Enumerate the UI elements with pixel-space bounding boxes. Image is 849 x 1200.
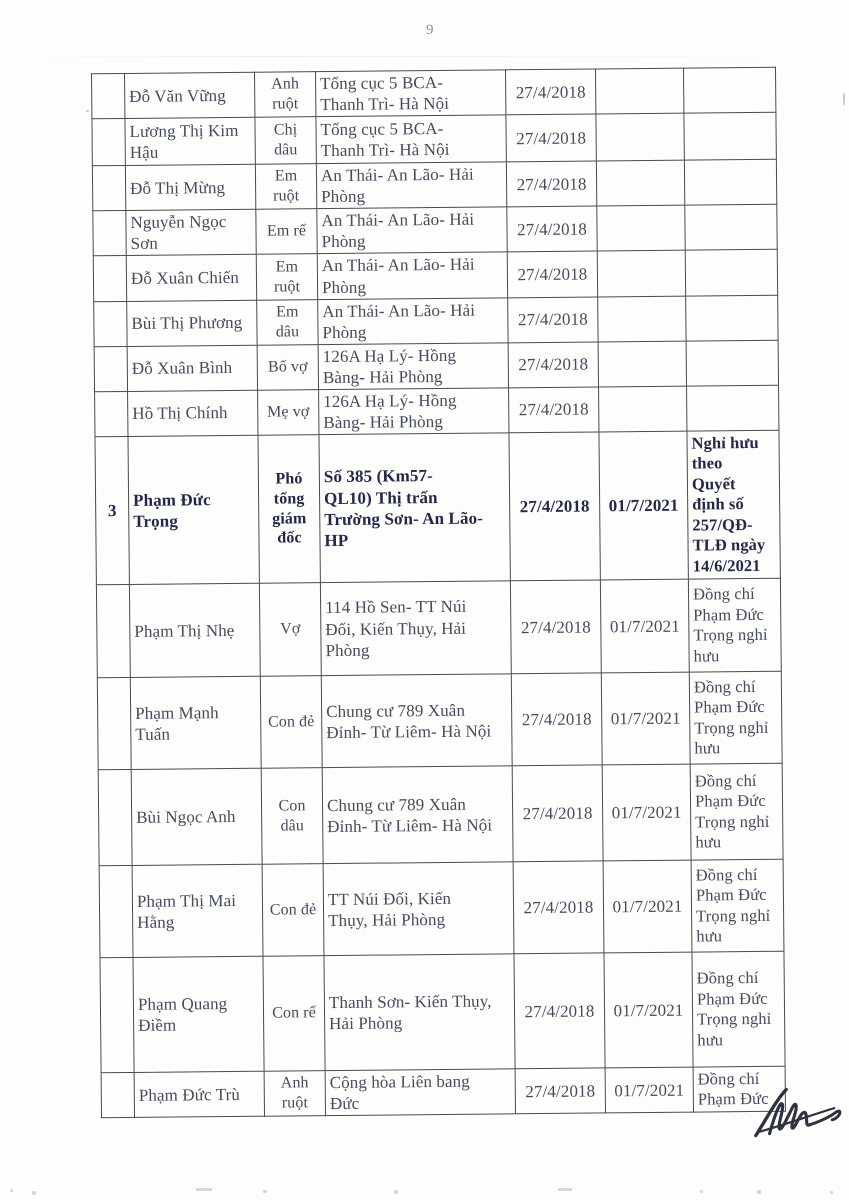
cell-date-retired: 01/7/2021 xyxy=(601,672,690,765)
cell-name: Bùi Thị Phương xyxy=(127,300,257,346)
cell-name: Đỗ Văn Vững xyxy=(125,72,255,118)
cell-relation: Chị dâu xyxy=(255,117,316,165)
cell-relation: Em ruột xyxy=(255,164,316,210)
cell-note xyxy=(684,112,776,160)
cell-stt xyxy=(94,301,127,346)
table-row xyxy=(92,67,776,119)
table-row xyxy=(95,430,780,585)
cell-date-retired xyxy=(596,160,684,206)
cell-relation: Con đẻ xyxy=(262,864,324,957)
cell-date-retired: 01/7/2021 xyxy=(599,431,688,580)
cell-date-retired xyxy=(599,386,687,432)
table-row xyxy=(100,951,785,1073)
cell-date-admitted: 27/4/2018 xyxy=(509,432,600,581)
cell-relation: Con đẻ xyxy=(260,676,322,769)
cell-date-retired: 01/7/2021 xyxy=(604,952,693,1068)
cell-date-admitted: 27/4/2018 xyxy=(508,342,598,388)
cell-relation: Mẹ vợ xyxy=(258,390,319,436)
cell-note xyxy=(686,295,778,341)
table-row xyxy=(92,159,776,211)
cell-note xyxy=(685,205,777,251)
cell-address: Số 385 (Km57- QL10) Thị trấn Trường Sơn- An Lão- HP xyxy=(319,433,510,583)
cell-name: Bùi Ngọc Anh xyxy=(131,768,262,865)
cell-note: Đồng chí Phạm Đức Trọng nghỉ hưu xyxy=(692,951,785,1067)
bleed-through-marks xyxy=(0,1184,849,1196)
table-row xyxy=(93,205,777,257)
cell-relation: Con rể xyxy=(263,956,325,1072)
cell-date-retired xyxy=(598,296,686,342)
cell-address: An Thái- An Lão- Hải Phòng xyxy=(318,297,508,344)
cell-stt xyxy=(100,958,134,1073)
cell-date-admitted: 27/4/2018 xyxy=(506,114,596,162)
cell-date-retired xyxy=(597,251,685,297)
cell-stt xyxy=(92,119,125,166)
cell-date-admitted: 27/4/2018 xyxy=(513,861,604,954)
cell-stt xyxy=(92,166,125,211)
cell-note: Đồng chí Phạm Đức xyxy=(693,1066,785,1112)
cell-name: Phạm Thị Nhẹ xyxy=(129,583,260,677)
cell-address: Thanh Sơn- Kiến Thụy, Hải Phòng xyxy=(324,954,515,1071)
cell-address: TT Núi Đối, Kiến Thụy, Hải Phòng xyxy=(323,862,514,956)
cell-date-admitted: 27/4/2018 xyxy=(507,206,597,252)
cell-note: Đồng chí Phạm Đức Trọng nghỉ hưu xyxy=(688,578,781,672)
cell-address: Tổng cục 5 BCA- Thanh Trì- Hà Nội xyxy=(316,115,506,164)
cell-stt xyxy=(95,391,128,436)
cell-note: Đồng chí Phạm Đức Trọng nghỉ hưu xyxy=(691,859,784,952)
cell-date-retired: 01/7/2021 xyxy=(605,1067,693,1113)
cell-stt: 3 xyxy=(95,437,129,585)
cell-date-admitted: 27/4/2018 xyxy=(508,297,598,343)
table-row xyxy=(92,112,776,166)
cell-name: Phạm Quang Điềm xyxy=(133,956,264,1072)
cell-date-retired xyxy=(595,68,683,114)
cell-date-retired: 01/7/2021 xyxy=(600,579,689,673)
table-row xyxy=(101,1066,785,1118)
scan-speck xyxy=(843,92,845,106)
cell-date-admitted: 27/4/2018 xyxy=(509,387,599,433)
cell-note xyxy=(685,250,777,296)
scan-speck xyxy=(86,110,89,112)
cell-name: Nguyễn Ngọc Sơn xyxy=(126,210,256,256)
cell-date-admitted: 27/4/2018 xyxy=(510,580,601,674)
cell-note xyxy=(683,67,775,113)
table-row xyxy=(94,340,778,392)
cell-date-admitted: 27/4/2018 xyxy=(506,161,596,207)
cell-relation: Em ruột xyxy=(256,254,317,300)
cell-stt xyxy=(99,866,133,958)
table-row xyxy=(93,250,777,302)
cell-stt xyxy=(101,1073,134,1118)
table-row xyxy=(97,671,782,770)
cell-address: 114 Hồ Sen- TT Núi Đối, Kiến Thụy, Hải Phòng xyxy=(320,581,511,676)
cell-note xyxy=(684,159,776,205)
cell-date-admitted: 27/4/2018 xyxy=(511,673,602,766)
cell-note: Đồng chí Phạm Đức Trọng nghỉ hưu xyxy=(689,671,782,764)
cell-relation: Em rể xyxy=(256,209,317,255)
cell-note xyxy=(687,385,779,431)
cell-relation: Phó tổng giám đốc xyxy=(258,435,320,584)
cell-name: Đỗ Xuân Chiến xyxy=(126,255,256,301)
table-row xyxy=(99,859,784,958)
cell-relation: Vợ xyxy=(259,583,321,677)
table-row xyxy=(98,763,783,866)
cell-date-retired xyxy=(598,341,686,387)
cell-relation: Bố vợ xyxy=(257,344,318,390)
cell-address: 126A Hạ Lý- Hồng Bàng- Hải Phòng xyxy=(318,343,508,390)
cell-note: Đồng chí Phạm Đức Trọng nghỉ hưu xyxy=(690,763,783,860)
cell-name: Lương Thị Kim Hậu xyxy=(125,117,255,165)
cell-address: 126A Hạ Lý- Hồng Bàng- Hải Phòng xyxy=(319,388,509,435)
cell-stt xyxy=(96,585,130,678)
cell-stt xyxy=(93,256,126,301)
cell-date-admitted: 27/4/2018 xyxy=(515,1068,605,1114)
cell-relation: Anh ruột xyxy=(264,1071,325,1117)
table-row xyxy=(95,385,779,437)
cell-date-retired xyxy=(597,205,685,251)
cell-date-admitted: 27/4/2018 xyxy=(514,953,605,1069)
cell-stt xyxy=(98,770,132,866)
cell-stt xyxy=(92,73,125,118)
cell-relation: Anh ruột xyxy=(254,72,315,118)
cell-name: Phạm Mạnh Tuấn xyxy=(130,676,261,769)
cell-address: Chung cư 789 Xuân Đỉnh- Từ Liêm- Hà Nội xyxy=(322,766,513,864)
cell-name: Phạm Đức Trù xyxy=(134,1071,264,1117)
cell-date-retired: 01/7/2021 xyxy=(602,764,691,861)
cell-address: An Thái- An Lão- Hải Phòng xyxy=(317,252,507,299)
cell-date-retired: 01/7/2021 xyxy=(603,860,692,953)
cell-date-admitted: 27/4/2018 xyxy=(505,69,595,115)
cell-address: Chung cư 789 Xuân Đỉnh- Từ Liêm- Hà Nội xyxy=(321,674,512,768)
cell-address: An Thái- An Lão- Hải Phòng xyxy=(316,162,506,209)
cell-date-admitted: 27/4/2018 xyxy=(507,251,597,297)
cell-address: Tổng cục 5 BCA- Thanh Trì- Hà Nội xyxy=(315,70,505,117)
cell-stt xyxy=(97,678,131,770)
cell-stt xyxy=(93,211,126,256)
cell-name: Đỗ Thị Mừng xyxy=(125,164,255,210)
page-number: 9 xyxy=(426,22,434,38)
cell-address: An Thái- An Lão- Hải Phòng xyxy=(317,207,507,254)
relatives-declaration-table xyxy=(91,67,786,1119)
cell-name: Hồ Thị Chính xyxy=(128,390,258,436)
cell-stt xyxy=(94,346,127,391)
cell-name: Phạm Thị Mai Hằng xyxy=(132,864,263,957)
cell-date-retired xyxy=(596,113,684,161)
cell-note xyxy=(686,340,778,386)
handwritten-signature xyxy=(748,1082,846,1148)
cell-date-admitted: 27/4/2018 xyxy=(512,765,603,862)
cell-note: Nghỉ hưu theo Quyết định số 257/QĐ- TLĐ ngày 14/6/2021 xyxy=(687,430,780,579)
cell-relation: Con dâu xyxy=(261,768,323,865)
scan-streak xyxy=(0,56,849,57)
cell-name: Phạm Đức Trọng xyxy=(128,435,259,584)
cell-name: Đỗ Xuân Bình xyxy=(127,345,257,391)
table-row xyxy=(96,578,781,678)
cell-address: Cộng hòa Liên bang Đức xyxy=(325,1069,515,1116)
table-row xyxy=(94,295,778,347)
cell-relation: Em dâu xyxy=(257,299,318,345)
